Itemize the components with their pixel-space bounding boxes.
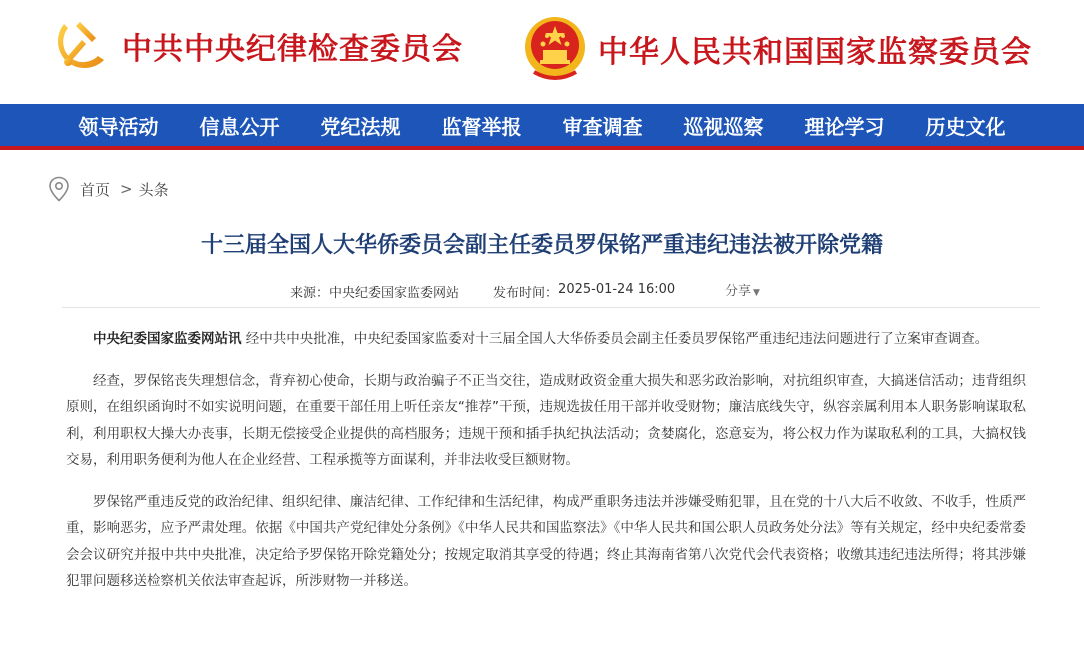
paragraph-3: 罗保铭严重违反党的政治纪律、组织纪律、廉洁纪律、工作纪律和生活纪律，构成严重职务违法并涉嫌受贿犯罪，且在党的十八大后不收敛、不收手，性质严重，影响恶劣，应予严肃处理。依据《中国共产党纪律处分条例》《中华人民共和国监察法》《中华人民共和国公职人员政务处分法》等有关规定，经中央纪委常委会会议研究并报中共中央批准，决定给予罗保铭开除党籍处分；按规定取消其享受的待遇；终止其海南省第八次党代会代表资格；收缴其违纪违法所得；将其涉嫌犯罪问题移送检察机关依法审查起诉，所涉财物一并移送。 — [66, 493, 1026, 589]
nav-item-disclosure[interactable]: 信息公开 — [199, 114, 280, 139]
nav-item-reporting[interactable]: 监督举报 — [441, 114, 522, 139]
article-meta — [290, 282, 675, 301]
article-lead: 中央纪委国家监委网站讯 — [93, 331, 242, 347]
share-button[interactable] — [725, 280, 760, 299]
paragraph-1-text: 经中共中央批准，中央纪委国家监委对十三届全国人大华侨委员会副主任委员罗保铭严重违纪违法问题进行了立案审查调查。 — [241, 331, 989, 347]
main-nav — [0, 104, 1084, 150]
paragraph-1 — [66, 326, 1026, 353]
nsc-brand[interactable] — [520, 14, 1032, 84]
breadcrumb-separator: > — [120, 180, 133, 198]
nav-list — [58, 104, 1084, 146]
party-emblem-icon — [50, 14, 114, 78]
nav-item-theory[interactable]: 理论学习 — [804, 114, 885, 139]
share-label: 分享 — [725, 284, 752, 299]
site-header — [0, 0, 1084, 104]
breadcrumb-home-link[interactable]: 首页 — [80, 180, 111, 199]
source-label: 来源： — [290, 286, 330, 301]
time-label: 发布时间： — [493, 286, 559, 301]
location-pin-icon — [48, 176, 70, 202]
national-emblem-icon — [520, 14, 590, 84]
nsc-title: 中华人民共和国国家监察委员会 — [598, 35, 1032, 70]
nav-item-history[interactable]: 历史文化 — [925, 114, 1006, 139]
article-title: 十三届全国人大华侨委员会副主任委员罗保铭严重违纪违法被开除党籍 — [200, 233, 883, 258]
nav-item-inspection[interactable]: 巡视巡察 — [683, 114, 764, 139]
breadcrumb-current[interactable]: 头条 — [138, 180, 169, 199]
publish-time: 2025-01-24 16:00 — [558, 282, 676, 297]
article-body — [66, 326, 1026, 610]
nav-item-regulations[interactable]: 党纪法规 — [320, 114, 401, 139]
breadcrumb — [48, 176, 169, 202]
chevron-down-icon: ▼ — [753, 288, 760, 298]
ccdi-brand[interactable] — [50, 14, 463, 78]
ccdi-title: 中共中央纪律检查委员会 — [122, 32, 463, 67]
paragraph-2: 经查，罗保铭丧失理想信念，背弃初心使命，长期与政治骗子不正当交往，造成财政资金重大损失和恶劣政治影响，对抗组织审查，大搞迷信活动；违背组织原则，在组织函询时不如实说明问题，在重要干部任用上听任亲友“推荐”干预，违规选拔任用干部并收受财物；廉洁底线失守，纵容亲属利用本人职务影响谋取私利，利用职权大操大办丧事，长期无偿接受企业提供的高档服务；违规干预和插手执纪执法活动；贪婪腐化，恣意妄为，将公权力作为谋取私利的工具，大搞权钱交易，利用职务便利为他人在企业经营、工程承揽等方面谋利，并非法收受巨额财物。 — [66, 372, 1026, 468]
source-value: 中央纪委国家监委网站 — [329, 286, 460, 301]
nav-item-investigation[interactable]: 审查调查 — [562, 114, 643, 139]
nav-item-leadership[interactable]: 领导活动 — [78, 114, 159, 139]
divider — [62, 307, 1040, 308]
